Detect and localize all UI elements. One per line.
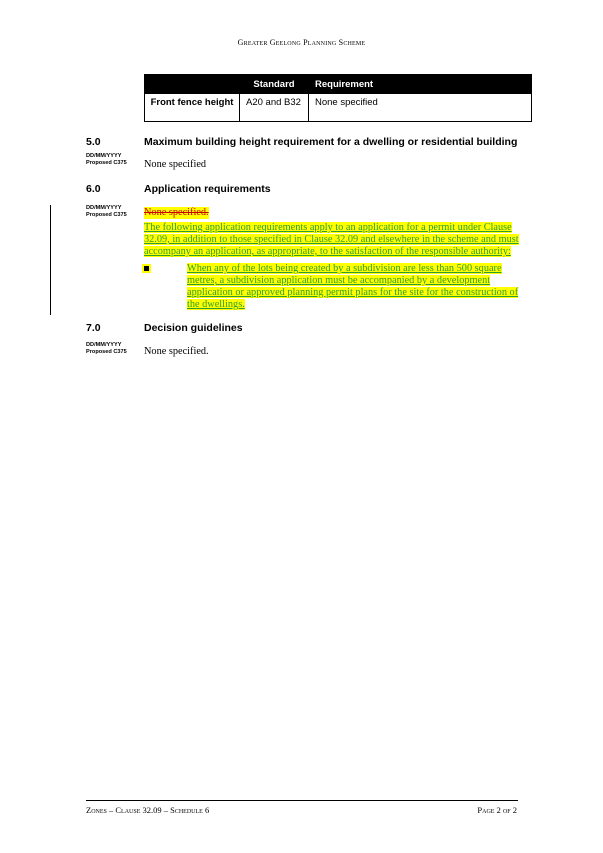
- section-number: 5.0: [86, 136, 101, 148]
- bullet-text: When any of the lots being created by a subdivision are less than 500 square metres, a subdivision application must be accompanied by a development application or approved planning permit plans for the site for the construction of the dwellings.: [187, 263, 519, 310]
- section-text: None specified.: [144, 346, 209, 357]
- section-title: Maximum building height requirement for a dwelling or residential building: [144, 136, 518, 148]
- table-header-cell: Requirement: [309, 75, 532, 94]
- margin-amendment: Proposed C375: [86, 349, 127, 355]
- table-header-cell: Standard: [240, 75, 309, 94]
- footer-page-number: Page 2 of 2: [477, 805, 517, 815]
- margin-date: DD/MM/YYYY: [86, 153, 122, 159]
- bullet-text-container: [187, 263, 524, 311]
- section-text: None specified: [144, 159, 207, 170]
- margin-date: DD/MM/YYYY: [86, 342, 122, 348]
- standards-table: [144, 74, 532, 122]
- table-row-label: Front fence height: [145, 94, 240, 122]
- table-cell-standard: A20 and B32: [240, 94, 309, 122]
- margin-note: [86, 342, 127, 356]
- margin-amendment: Proposed C375: [86, 212, 127, 218]
- inserted-paragraph: [144, 222, 524, 258]
- section-title: Application requirements: [144, 183, 271, 195]
- footer-rule: [86, 800, 518, 801]
- margin-note: [86, 205, 127, 219]
- section-title: Decision guidelines: [144, 322, 243, 334]
- deleted-text: None specified.: [144, 207, 209, 218]
- margin-date: DD/MM/YYYY: [86, 205, 122, 211]
- bullet-square-icon: [144, 266, 149, 271]
- table-row: [145, 94, 532, 122]
- table-cell-requirement: None specified: [309, 94, 532, 122]
- margin-note: [86, 153, 127, 167]
- footer-clause: Zones – Clause 32.09 – Schedule 6: [86, 805, 210, 815]
- section-number: 7.0: [86, 322, 101, 334]
- table-header-cell: [145, 75, 240, 94]
- change-bar: [50, 205, 51, 315]
- inserted-text: The following application requirements apply to an application for a permit under Clause 32.09, in addition to those specified in Clause 32.09 and elsewhere in the scheme and must accompany an application, as appropriate, to the satisfaction of the responsible authority:: [144, 222, 519, 257]
- margin-amendment: Proposed C375: [86, 160, 127, 166]
- section-number: 6.0: [86, 183, 101, 195]
- table-header-row: [145, 75, 532, 94]
- page-header: Greater Geelong Planning Scheme: [237, 38, 366, 47]
